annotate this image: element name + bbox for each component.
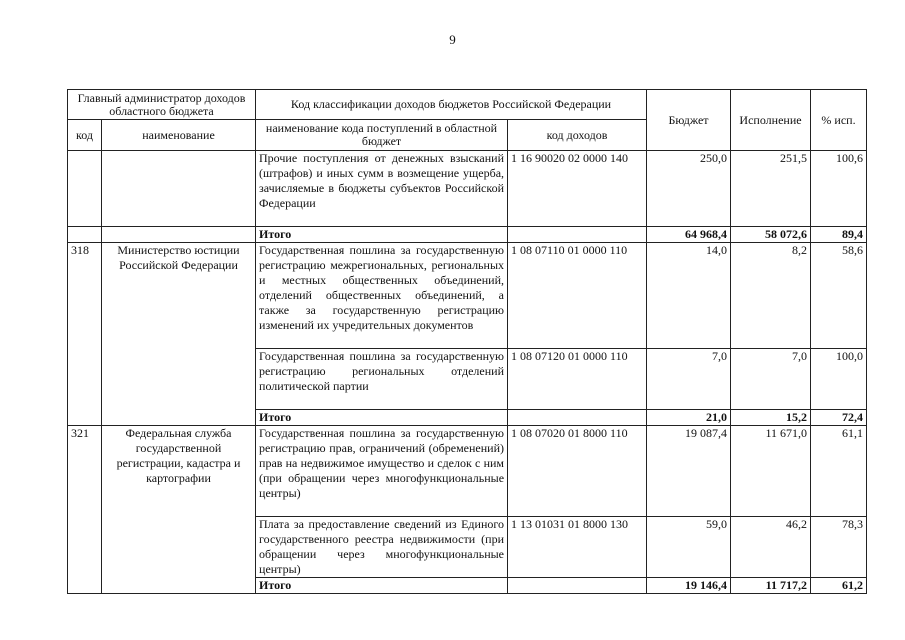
budget-cell: 14,0: [647, 243, 731, 349]
total-percent: 61,2: [811, 578, 867, 594]
income-code-cell: 1 16 90020 02 0000 140: [508, 151, 647, 227]
execution-cell: 251,5: [731, 151, 811, 227]
receipt-name-cell: [256, 151, 508, 227]
total-budget: 19 146,4: [647, 578, 731, 594]
income-code-header: код доходов: [508, 120, 647, 151]
percent-cell: 61,1: [811, 426, 867, 517]
percent-cell: 100,6: [811, 151, 867, 227]
total-execution: 15,2: [731, 410, 811, 426]
admin-name-cell: Министерство юстиции Российской Федерации: [102, 243, 256, 426]
execution-header: Исполнение: [731, 90, 811, 151]
name-header: наименование: [102, 120, 256, 151]
total-budget: 64 968,4: [647, 227, 731, 243]
total-label: Итого: [256, 410, 508, 426]
budget-header: Бюджет: [647, 90, 731, 151]
page-number: 9: [449, 32, 456, 47]
admin-name-cell: Федеральная служба государственной регистрации, кадастра и картографии: [102, 426, 256, 594]
receipt-name-cell: [256, 426, 508, 517]
table-row: [68, 243, 867, 349]
budget-revenue-table: [67, 89, 867, 594]
receipt-name-text: Государственная пошлина за государственную регистрацию прав, ограничений (обременений) прав на недвижимое имущество и сделок с ним (при обращении через многофункциональные центры): [259, 426, 505, 500]
income-code-cell: 1 08 07020 01 8000 110: [508, 426, 647, 517]
budget-cell: 19 087,4: [647, 426, 731, 517]
budget-cell: 59,0: [647, 517, 731, 578]
percent-cell: 58,6: [811, 243, 867, 349]
receipt-name-cell: [256, 349, 508, 410]
receipt-name-text: Плата за предоставление сведений из Единого государственного реестра недвижимости (при обращении через многофункциональные центры): [259, 517, 505, 576]
receipt-name-text: Прочие поступления от денежных взысканий (штрафов) и иных сумм в возмещение ущерба, зачисляемые в бюджеты субъектов Российской Федерации: [259, 151, 505, 210]
execution-cell: 7,0: [731, 349, 811, 410]
receipt-name-header: наименование кода поступлений в областной бюджет: [256, 120, 508, 151]
total-percent: 72,4: [811, 410, 867, 426]
execution-cell: 46,2: [731, 517, 811, 578]
total-percent: 89,4: [811, 227, 867, 243]
receipt-name-cell: [256, 517, 508, 578]
classification-group-header: Код классификации доходов бюджетов Российской Федерации: [256, 90, 647, 120]
receipt-name-text: Государственная пошлина за государственную регистрацию региональных отделений политической партии: [259, 349, 505, 393]
budget-cell: 250,0: [647, 151, 731, 227]
execution-cell: 8,2: [731, 243, 811, 349]
percent-cell: 100,0: [811, 349, 867, 410]
execution-cell: 11 671,0: [731, 426, 811, 517]
income-code-cell: 1 08 07110 01 0000 110: [508, 243, 647, 349]
receipt-name-text: Государственная пошлина за государственную регистрацию межрегиональных, региональных и местных общественных объединений, отделений общественных объединений, а также за государственную регистрацию изменений их учредительных документов: [259, 243, 505, 332]
income-code-cell: 1 13 01031 01 8000 130: [508, 517, 647, 578]
total-row: [68, 227, 867, 243]
percent-cell: 78,3: [811, 517, 867, 578]
code-header: код: [68, 120, 102, 151]
total-label: Итого: [256, 578, 508, 594]
admin-code-cell: 321: [68, 426, 102, 594]
total-budget: 21,0: [647, 410, 731, 426]
admin-code-cell: 318: [68, 243, 102, 426]
admin-code-cell: [68, 151, 102, 227]
percent-header: % исп.: [811, 90, 867, 151]
total-execution: 58 072,6: [731, 227, 811, 243]
budget-cell: 7,0: [647, 349, 731, 410]
total-execution: 11 717,2: [731, 578, 811, 594]
receipt-name-cell: [256, 243, 508, 349]
table-row: [68, 151, 867, 227]
total-label: Итого: [256, 227, 508, 243]
admin-group-header: Главный администратор доходов областного бюджета: [68, 90, 256, 120]
table-row: [68, 426, 867, 517]
admin-name-cell: [102, 151, 256, 227]
income-code-cell: 1 08 07120 01 0000 110: [508, 349, 647, 410]
